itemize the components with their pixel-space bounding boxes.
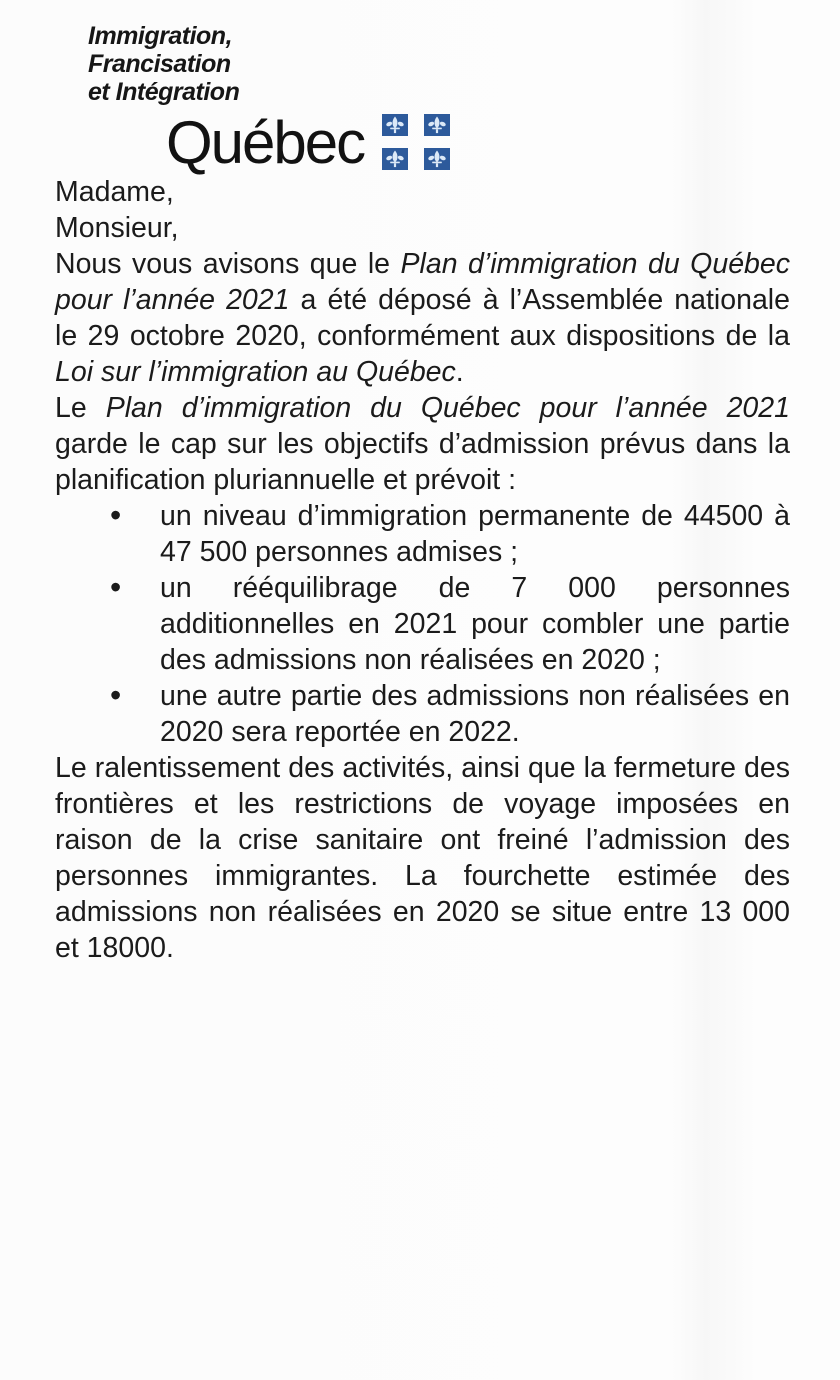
fleur-de-lis-flag-icon: [382, 114, 408, 136]
paragraph-slowdown: Le ralentissement des activités, ainsi que la fermeture des frontières et les restrictions de voyage imposées en raison de la crise sanitaire ont freiné l’admission des personnes immigrantes. La fourchette estimée des admissions non réalisées en 2020 se situe entre 13 000 et 18000.: [55, 752, 790, 964]
salutation-madame: Madame,: [55, 176, 174, 208]
list-item: • un rééquilibrage de 7 000 personnes additionnelles en 2021 pour combler une partie des admissions non réalisées en 2020 ;: [160, 570, 790, 678]
fleur-de-lis-flag-icon: [382, 148, 408, 170]
paragraph-plan-deposit: [55, 246, 790, 390]
salutation-monsieur: Monsieur,: [55, 212, 179, 244]
ministry-name-line-2: Francisation: [88, 50, 231, 78]
paragraph-plan-objectives: [55, 390, 790, 498]
ministry-name-line-3: et Intégration: [88, 78, 240, 106]
list-item: • une autre partie des admissions non réalisées en 2020 sera reportée en 2022.: [160, 678, 790, 750]
letter-body: [55, 174, 790, 966]
ministry-name: [88, 22, 790, 106]
quebec-wordmark: Québec: [166, 109, 365, 176]
quebec-flag-grid: [382, 114, 450, 170]
fleur-de-lis-flag-icon: [424, 114, 450, 136]
ministry-logo: [88, 22, 790, 174]
italic-title-text: Plan d’immigration du Québec pour l’année 2021: [55, 248, 790, 316]
list-item: • un niveau d’immigration permanente de 44500 à 47 500 personnes admises ;: [160, 498, 790, 570]
italic-title-text: Plan d’immigration du Québec pour l’année 2021: [105, 392, 790, 424]
body-text: a été déposé à l’Assemblée nationale le 29 octobre 2020, conformément aux dispositions de la: [55, 284, 790, 352]
body-text: Le: [55, 392, 106, 424]
body-text: garde le cap sur les objectifs d’admission prévus dans la planification pluriannuelle et prévoit :: [55, 428, 790, 496]
italic-title-text: Loi sur l’immigration au Québec: [55, 356, 456, 388]
ministry-name-line-1: Immigration,: [88, 22, 233, 50]
fleur-de-lis-flag-icon: [424, 148, 450, 170]
body-text: .: [455, 356, 464, 388]
body-text: Nous vous avisons que le: [55, 248, 401, 280]
admissions-bullet-list: [55, 498, 790, 750]
quebec-logo-mark: [166, 109, 790, 176]
